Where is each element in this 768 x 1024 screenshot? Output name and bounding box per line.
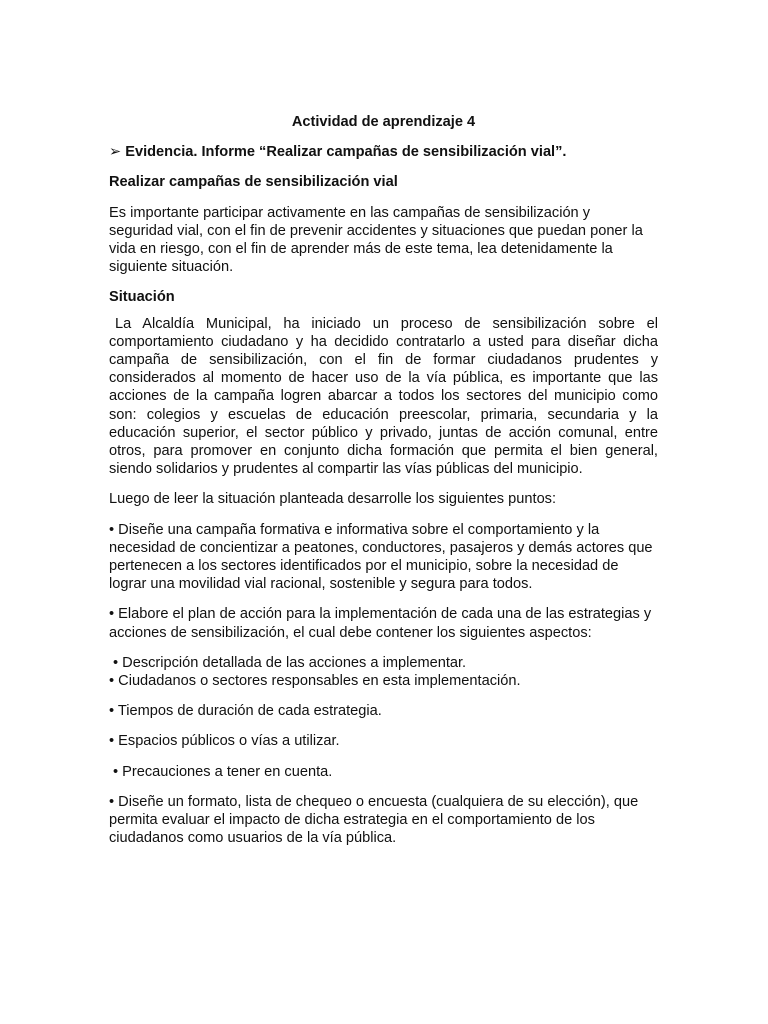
bullet-campaign-design: • Diseñe una campaña formativa e informativa sobre el comportamiento y la necesidad de concientizar a peatones, conductores, pasajeros y demás actores que pertenecen a los sectores identificados por el municipio, sobre la necesidad de lograr una movilidad vial racional, sostenible y segura para todos.	[109, 521, 653, 593]
document-page	[109, 113, 658, 860]
bullet-responsible-sectors: • Ciudadanos o sectores responsables en esta implementación.	[109, 673, 521, 690]
arrow-bullet-icon: ➢	[109, 144, 122, 161]
situation-paragraph: La Alcaldía Municipal, ha iniciado un proceso de sensibilización sobre el comportamiento ciudadano y ha decidido contratarlo a usted para diseñar dicha campaña de sensibilización, con el fin de formar ciudadanos prudentes y considerados al momento de hacer uso de la vía pública, es importante que las acciones de la campaña logren abarcar a todos los sectores del municipio como son: colegios y escuelas de educación preescolar, primaria, secundaria y la educación superior, el sector público y privado, juntas de acción comunal, entre otros, para promover en conjunto dicha formación que permita el bien general, siendo solidarios y prudentes al compartir las vías públicas del municipio.	[109, 315, 658, 478]
bullet-evaluation-format: • Diseñe un formato, lista de chequeo o encuesta (cualquiera de su elección), que permita evaluar el impacto de dicha estrategia en el comportamiento de los ciudadanos como usuarios de la vía pública.	[109, 793, 639, 847]
bullet-duration: • Tiempos de duración de cada estrategia.	[109, 703, 382, 720]
bullet-action-description: • Descripción detallada de las acciones a implementar.	[113, 654, 467, 671]
bullet-public-spaces: • Espacios públicos o vías a utilizar.	[109, 733, 340, 750]
evidence-line	[109, 143, 658, 161]
bullet-action-plan: • Elabore el plan de acción para la implementación de cada una de las estrategias y acciones de sensibilización, el cual debe contener los siguientes aspectos:	[109, 606, 652, 641]
document-title: Actividad de aprendizaje 4	[291, 114, 476, 130]
evidence-text: Evidencia. Informe “Realizar campañas de sensibilización vial”.	[125, 144, 567, 161]
instructions-paragraph: Luego de leer la situación planteada desarrolle los siguientes puntos:	[109, 491, 557, 508]
intro-paragraph: Es importante participar activamente en las campañas de sensibilización y seguridad vial, con el fin de prevenir accidentes y situaciones que puedan poner la vida en riesgo, con el fin de aprender más de este tema, lea detenidamente la siguiente situación.	[109, 204, 643, 276]
bullet-precautions: • Precauciones a tener en cuenta.	[113, 763, 333, 780]
situation-heading: Situación	[109, 289, 175, 306]
section-heading: Realizar campañas de sensibilización vial	[109, 174, 398, 191]
